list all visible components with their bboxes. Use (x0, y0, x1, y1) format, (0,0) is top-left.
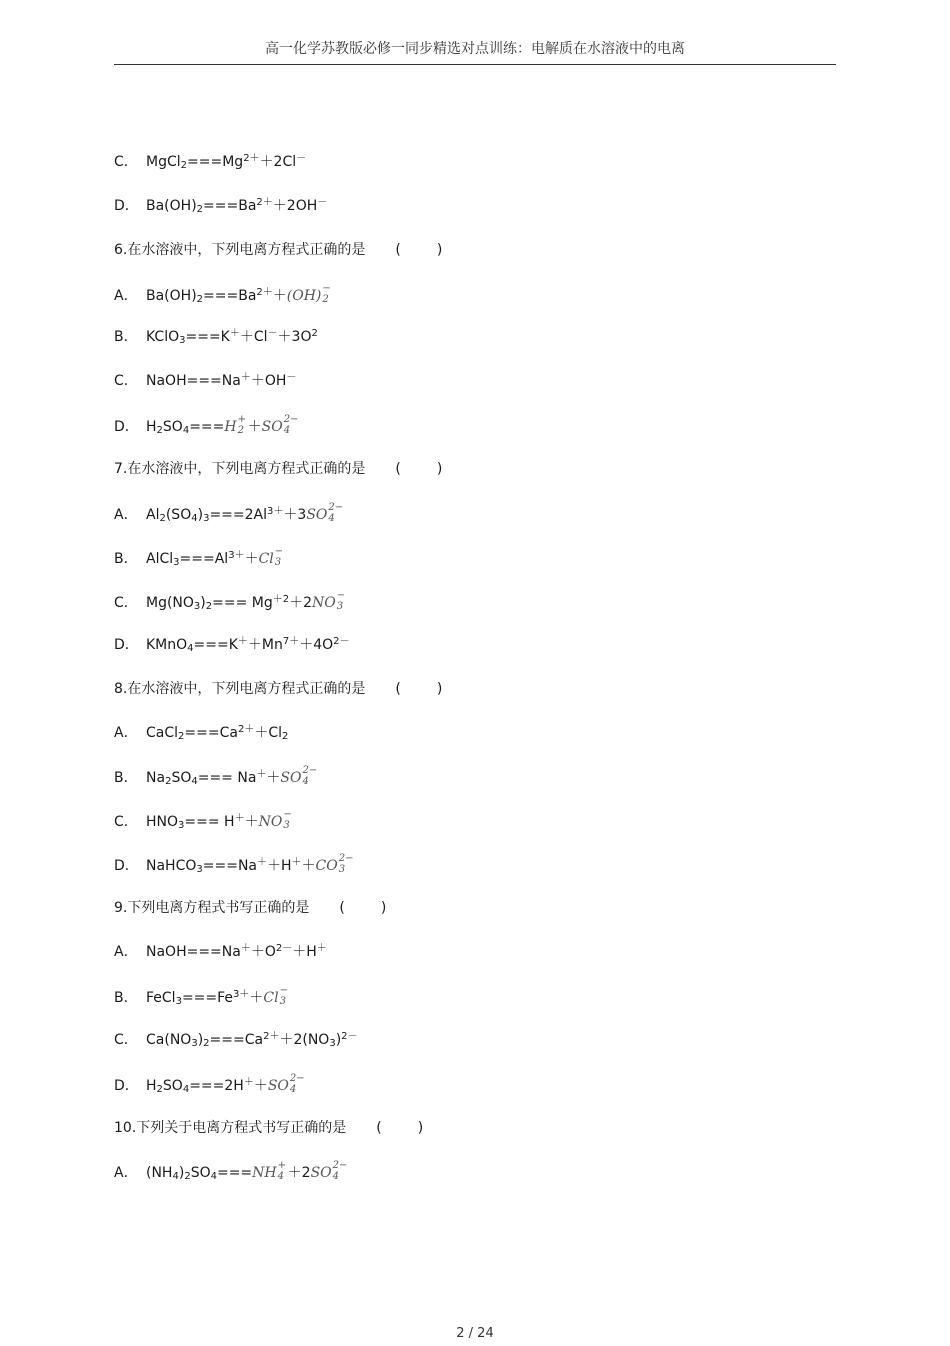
ion-charge: 2− 4 (283, 414, 299, 436)
option-letter: A． (114, 944, 138, 960)
superscript: － (317, 197, 328, 208)
answer-blank: ( ) (395, 461, 443, 477)
option-letter: B． (114, 990, 138, 1006)
ion-charge: − 3 (274, 546, 284, 568)
ion-charge: 2− 4 (328, 502, 344, 524)
q9-option-a: A． $NaOH===Na^++O^{2-}+H^+$ (114, 943, 327, 960)
question-9-stem (114, 899, 386, 917)
option-letter: D． (114, 419, 139, 435)
q6-option-c: C． NaOH===Na＋＋OH－ (114, 372, 297, 389)
ion-charge: 2− 4 (302, 765, 318, 787)
option-letter: A． (114, 1165, 138, 1181)
superscript: － (296, 153, 307, 164)
option-letter: A． (114, 288, 138, 304)
question-8-stem (114, 680, 442, 698)
ion-charge: + 2 (237, 414, 246, 436)
answer-blank: ( ) (395, 242, 443, 258)
answer-blank: ( ) (339, 900, 387, 916)
q9-option-c: C． $Ca(NO_3)_2===Ca^{2+}+2(NO_3)^{2-}$ (114, 1031, 358, 1049)
text: Ba(OH) (146, 198, 197, 214)
option-c-mgcl2 (114, 153, 306, 171)
ion-charge: 2− 4 (289, 1073, 305, 1095)
option-letter: D． (114, 637, 139, 653)
option-letter: A． (114, 725, 138, 741)
option-letter: C． (114, 814, 138, 830)
subscript: 2 (196, 204, 204, 215)
subscript: 2 (180, 160, 188, 171)
q8-option-c: C． $HNO_3=== H^++NO$ − 3 (114, 809, 292, 831)
header-rule (114, 64, 836, 65)
q8-option-b: B． $Na_2SO_4=== Na^++SO$ 2− 4 (114, 765, 318, 787)
q7-option-d: D． $KMnO_4===K^++Mn^{7+}+4O^{2-}$ (114, 636, 350, 654)
question-7-stem (114, 460, 442, 478)
q9-option-d: D． $H_2SO_4===2H^++SO$ 2− 4 (114, 1073, 305, 1095)
q8-option-a: A． $CaCl_2===Ca^{2+}+Cl_2$ (114, 724, 289, 742)
question-text: 10.下列关于电离方程式书写正确的是 (114, 1120, 347, 1136)
q10-option-a: A． $(NH_4)_2SO_4===NH$ + 4 ＋2SO 2− 4 (114, 1160, 348, 1182)
question-6-stem (114, 241, 442, 259)
answer-blank: ( ) (376, 1120, 424, 1136)
q7-option-c: C． $Mg(NO_3)_2=== Mg^{+2}+2NO$ − 3 (114, 590, 346, 612)
page-header-title: 高一化学苏教版必修一同步精选对点训练：电解质在水溶液中的电离 (265, 41, 685, 57)
q7-option-a: A． $Al_2(SO_4)_3===2Al^{3+}+3SO$ 2− 4 (114, 502, 344, 524)
option-letter: C． (114, 154, 138, 170)
option-d-baoh2 (114, 197, 327, 215)
page-number: 2 / 24 (456, 1326, 494, 1341)
option-letter: D． (114, 1078, 139, 1094)
ion-charge: 2− 4 (332, 1160, 348, 1182)
ion-charge: − 3 (283, 809, 292, 831)
option-letter: D． (114, 198, 139, 214)
ion-charge: − 3 (336, 590, 346, 612)
q8-option-d: D． NaHCO$_3$===Na＋＋H＋＋CO 2− 3 (114, 853, 354, 875)
q6-option-d: D． $H_2SO_4===H$ + 2 ＋SO 2− 4 (114, 414, 299, 436)
q6-option-a: A． $Ba(OH)_2===Ba^{2+}+(OH)$ − 2 (114, 283, 331, 305)
option-letter: A． (114, 507, 138, 523)
text: ＋2Cl (259, 154, 297, 170)
ion-charge: − 3 (279, 985, 289, 1007)
answer-blank: ( ) (395, 681, 443, 697)
option-letter: B． (114, 329, 138, 345)
text: ===Ba (203, 198, 257, 214)
question-text: 9.下列电离方程式书写正确的是 (114, 900, 310, 916)
question-text: 8.在水溶液中，下列电离方程式正确的是 (114, 681, 366, 697)
question-text: 6.在水溶液中，下列电离方程式正确的是 (114, 242, 366, 258)
text: ===Mg (187, 154, 244, 170)
math-formula: (OH) (286, 288, 322, 304)
text: ＋2OH (272, 198, 318, 214)
ion-charge: 2− 3 (338, 853, 354, 875)
option-letter: B． (114, 770, 138, 786)
superscript: 2＋ (256, 197, 273, 208)
text: MgCl (146, 154, 181, 170)
option-letter: B． (114, 551, 138, 567)
option-letter: C． (114, 1032, 138, 1048)
option-letter: C． (114, 595, 138, 611)
q9-option-b: B． $FeCl_3===Fe^{3+}+Cl$ − 3 (114, 985, 289, 1007)
q7-option-b: B． $AlCl_3===Al^{3+}+Cl$ − 3 (114, 546, 284, 568)
option-letter: D． (114, 858, 139, 874)
ion-charge: − 2 (322, 283, 331, 305)
ion-charge: + 4 (277, 1160, 287, 1182)
option-letter: C． (114, 373, 138, 389)
q6-option-b: B． $KClO_3===K^++Cl^-+3O^2$ (114, 328, 318, 346)
question-text: 7.在水溶液中，下列电离方程式正确的是 (114, 461, 366, 477)
superscript: 2＋ (243, 153, 260, 164)
question-10-stem (114, 1119, 423, 1137)
